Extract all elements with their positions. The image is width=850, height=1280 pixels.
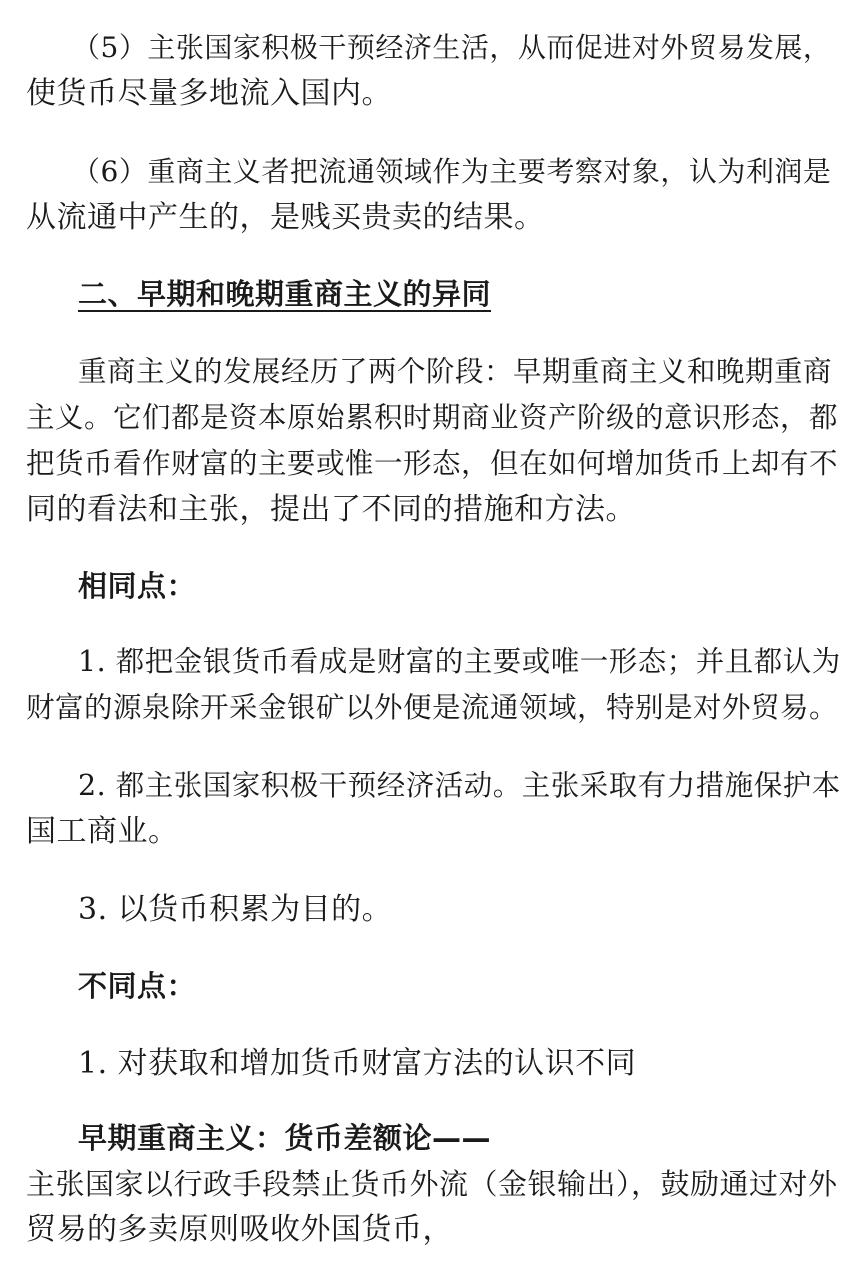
early-mercantilism-heading: 早期重商主义：货币差额论—— xyxy=(78,1121,492,1155)
similarity-3: 3. 以货币积累为目的。 xyxy=(78,892,393,927)
similarity-2-line-1: 2. 都主张国家积极干预经济活动。主张采取有力措施保护本 xyxy=(78,769,841,802)
similarity-2-line-2: 国工商业。 xyxy=(26,814,179,849)
differences-heading: 不同点： xyxy=(78,969,197,1003)
intro-line-4: 同的看法和主张，提出了不同的措施和方法。 xyxy=(26,492,636,527)
paragraph-5-line-1: （5）主张国家积极干预经济生活，从而促进对外贸易发展， xyxy=(72,31,832,64)
paragraph-6-line-1: （6）重商主义者把流通领域作为主要考察对象，认为利润是 xyxy=(72,155,832,188)
intro-line-2: 主义。它们都是资本原始累积时期商业资产阶级的意识形态，都 xyxy=(26,401,839,434)
intro-line-1: 重商主义的发展经历了两个阶段：早期重商主义和晚期重商 xyxy=(78,355,833,388)
section-heading: 二、早期和晚期重商主义的异同 xyxy=(78,277,492,311)
difference-1: 1. 对获取和增加货币财富方法的认识不同 xyxy=(78,1046,637,1081)
paragraph-6-line-2: 从流通中产生的，是贱买贵卖的结果。 xyxy=(26,200,545,235)
similarity-1-line-1: 1. 都把金银货币看成是财富的主要或唯一形态；并且都认为 xyxy=(78,645,841,678)
early-mercantilism-line-1: 主张国家以行政手段禁止货币外流（金银输出），鼓励通过对外 xyxy=(26,1167,838,1201)
similarities-heading: 相同点： xyxy=(78,569,197,603)
paragraph-5-line-2: 使货币尽量多地流入国内。 xyxy=(26,76,392,111)
early-mercantilism-line-2: 贸易的多卖原则吸收外国货币， xyxy=(26,1212,453,1247)
intro-line-3: 把货币看作财富的主要或惟一形态，但在如何增加货币上却有不 xyxy=(26,447,839,480)
similarity-1-line-2: 财富的源泉除开采金银矿以外便是流通领域，特别是对外贸易。 xyxy=(26,691,839,724)
